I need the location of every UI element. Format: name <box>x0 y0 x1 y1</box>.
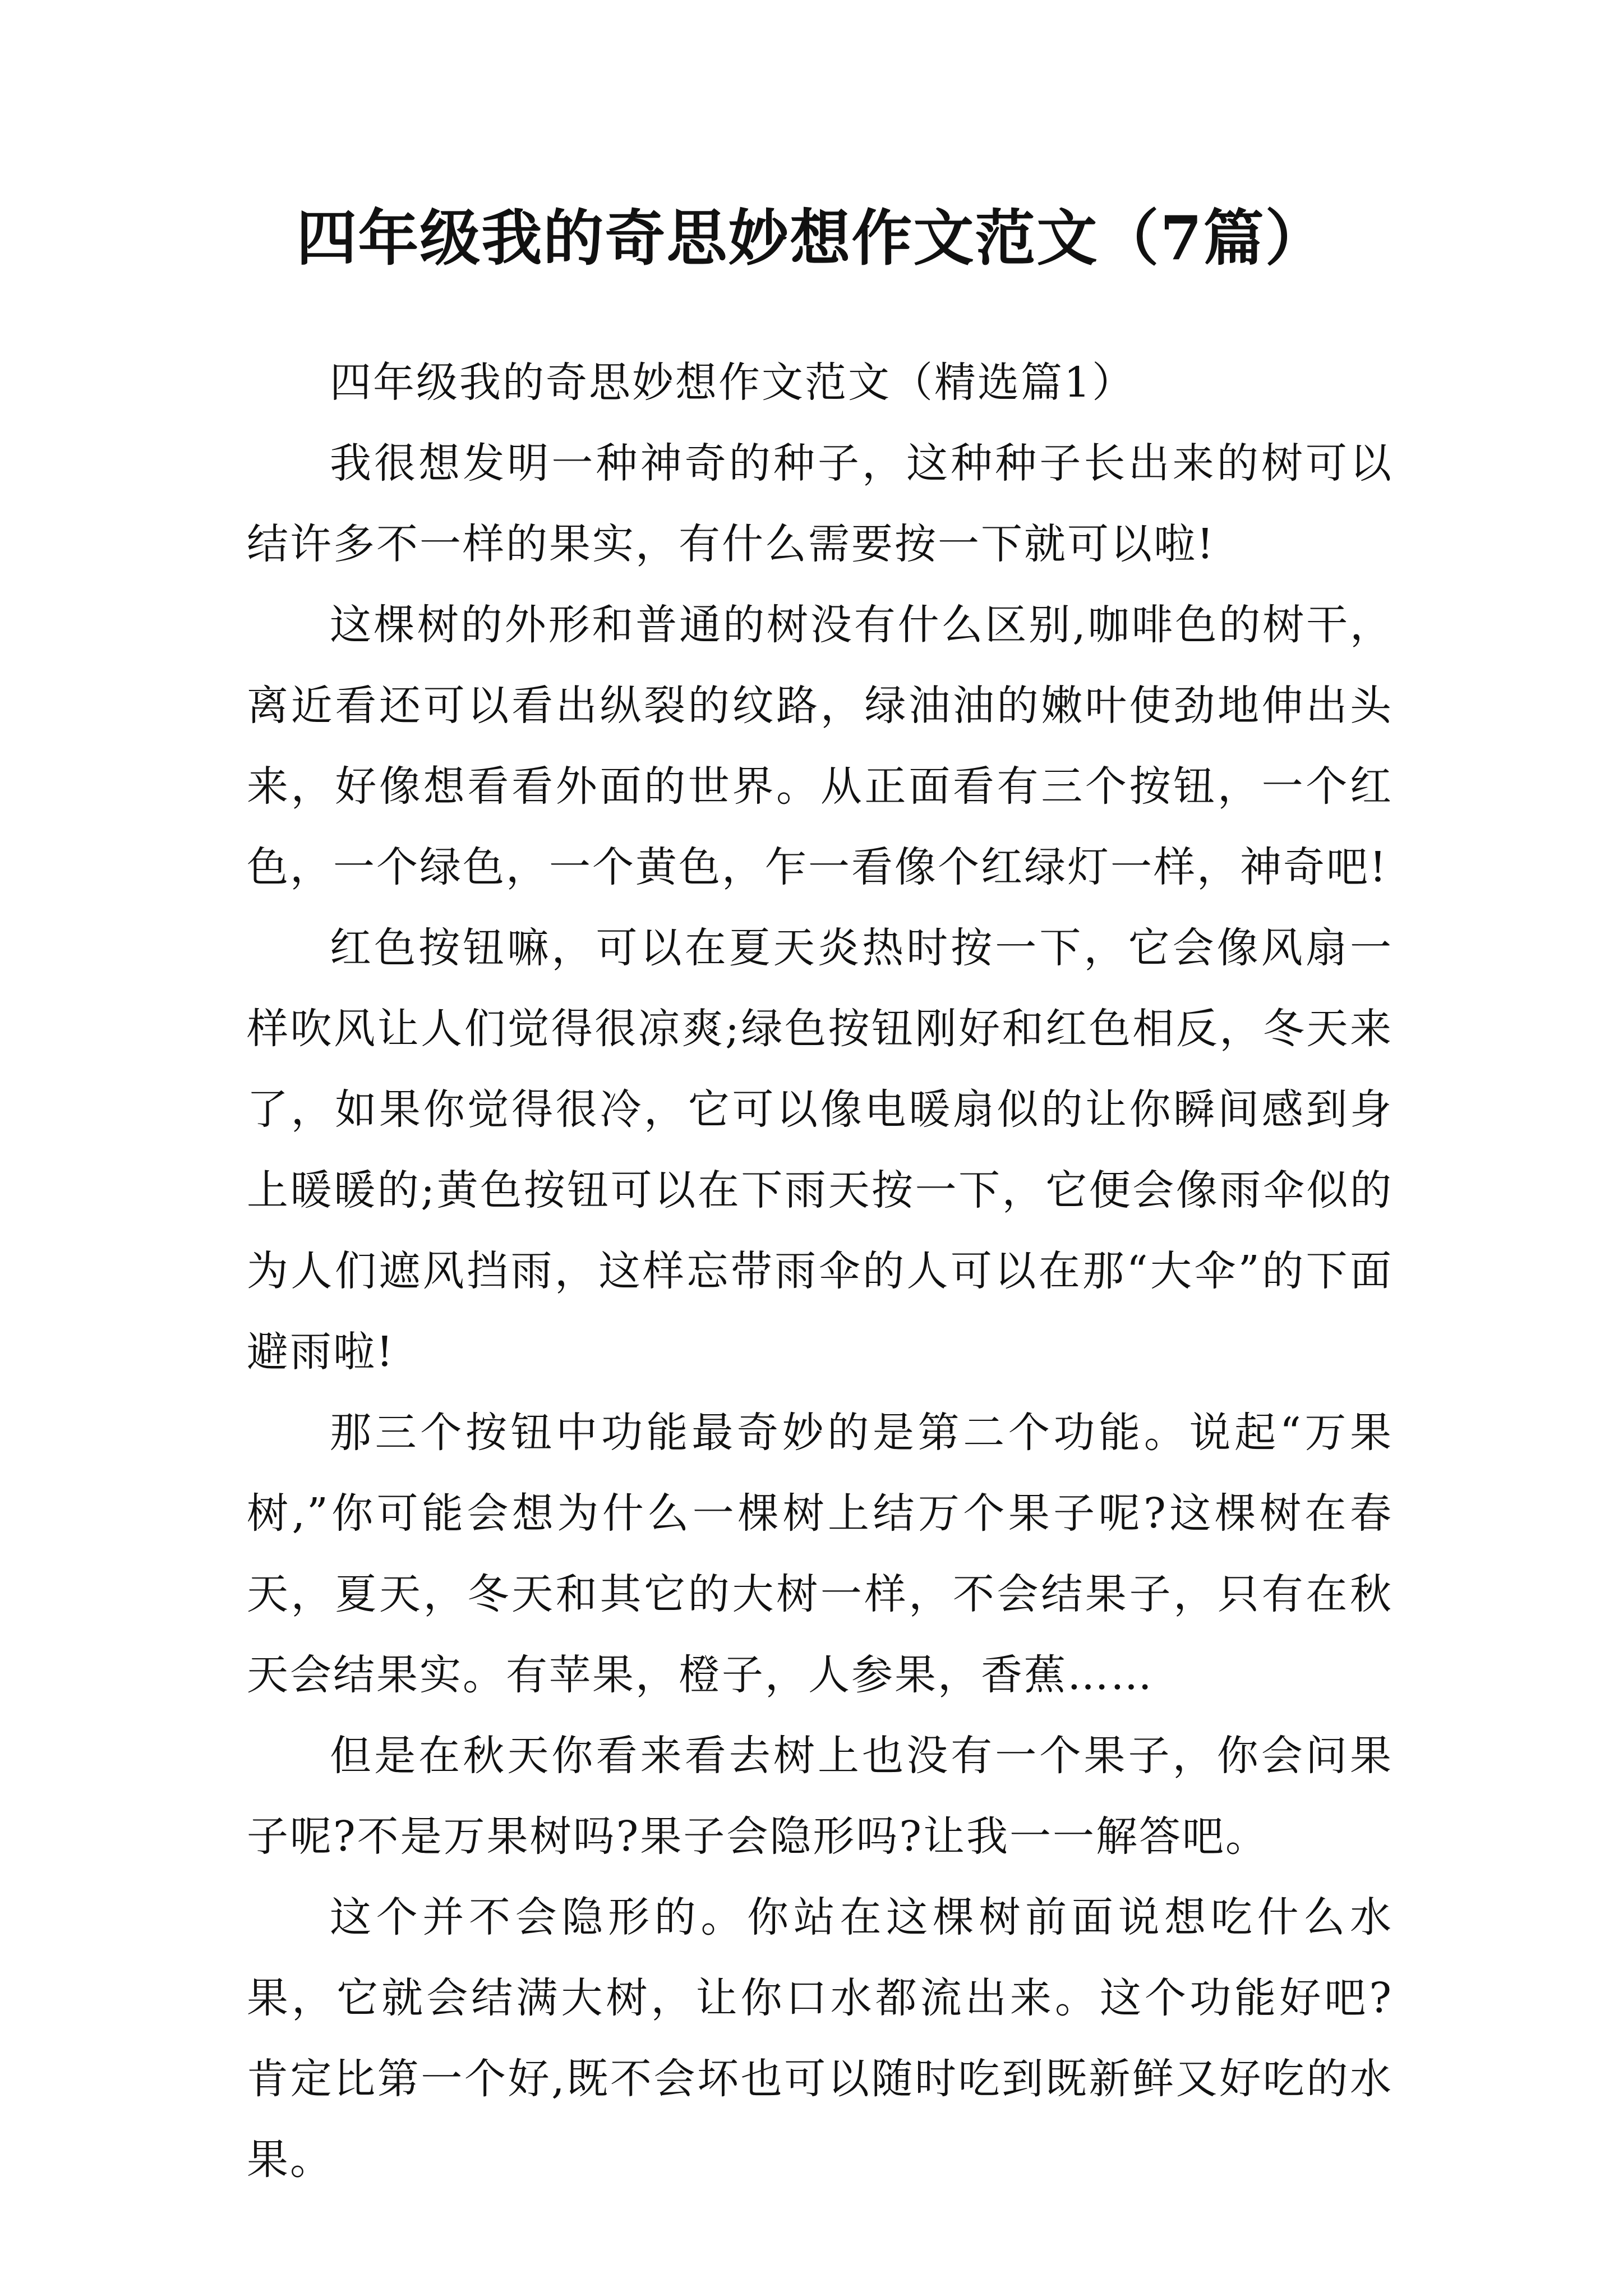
paragraph: 红色按钮嘛，可以在夏天炎热时按一下，它会像风扇一样吹风让人们觉得很凉爽;绿色按钮刚好和红色相反，冬天来了，如果你觉得很冷，它可以像电暖扇似的让你瞬间感到身上暖暖的;黄色按钮可以在下雨天按一下，它便会像雨伞似的为人们遮风挡雨，这样忘带雨伞的人可以在那“大伞”的下面避雨啦! <box>247 924 1393 1376</box>
paragraph: 这个并不会隐形的。你站在这棵树前面说想吃什么水果，它就会结满大树，让你口水都流出来。这个功能好吧?肯定比第一个好,既不会坏也可以随时吃到既新鲜又好吃的水果。 <box>247 1893 1393 2184</box>
document-title: 四年级我的奇思妙想作文范文（7篇） <box>296 203 1327 274</box>
paragraph: 我很想发明一种神奇的种子，这种种子长出来的树可以结许多不一样的果实，有什么需要按一下就可以啦! <box>247 439 1393 568</box>
paragraph: 但是在秋天你看来看去树上也没有一个果子，你会问果子呢?不是万果树吗?果子会隐形吗?让我一一解答吧。 <box>247 1732 1393 1861</box>
document-body <box>247 342 1393 2200</box>
paragraph: 那三个按钮中功能最奇妙的是第二个功能。说起“万果树,”你可能会想为什么一棵树上结万个果子呢?这棵树在春天，夏天，冬天和其它的大树一样，不会结果子，只有在秋天会结果实。有苹果，橙子，人参果，香蕉…… <box>247 1409 1393 1699</box>
paragraph: 这棵树的外形和普通的树没有什么区别,咖啡色的树干，离近看还可以看出纵裂的纹路，绿油油的嫩叶使劲地伸出头来，好像想看看外面的世界。从正面看有三个按钮，一个红色，一个绿色，一个黄色，乍一看像个红绿灯一样，神奇吧! <box>247 601 1393 891</box>
section-heading: 四年级我的奇思妙想作文范文（精选篇1） <box>330 358 1136 407</box>
